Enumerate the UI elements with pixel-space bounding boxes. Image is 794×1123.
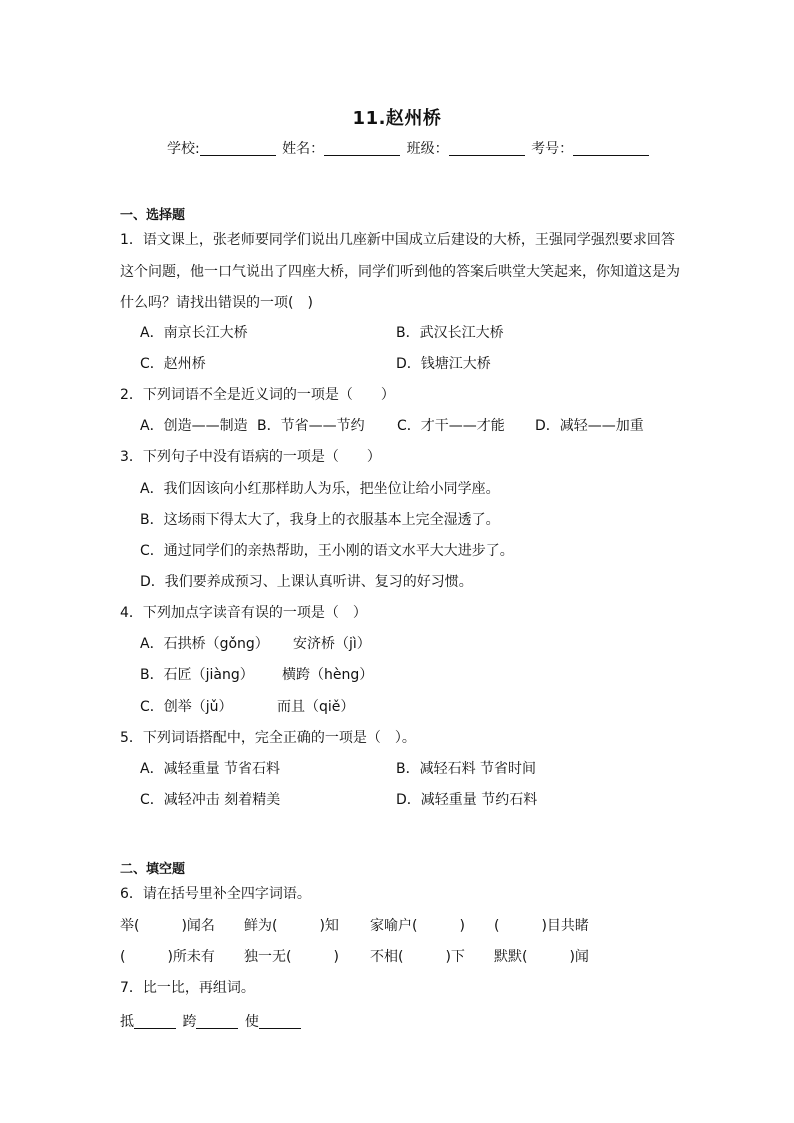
section-heading-choice: 一、选择题: [120, 208, 186, 223]
q7-word-row: [120, 1011, 303, 1031]
q5-stem: 5．下列词语搭配中，完全正确的一项是（ ）。: [120, 730, 416, 746]
q6-idiom-blank[interactable]: 不相( )下: [370, 949, 465, 965]
q6-idiom-blank[interactable]: 默默( )闻: [494, 949, 589, 965]
q2-option-d[interactable]: D．减轻——加重: [535, 418, 644, 434]
q6-idiom-blank[interactable]: 独一无( ): [244, 949, 339, 965]
q1-stem-line: 1．语文课上，张老师要同学们说出几座新中国成立后建设的大桥，王强同学强烈要求回答: [120, 232, 675, 248]
q7-answer-blank[interactable]: [196, 1014, 238, 1029]
q4-stem: 4．下列加点字读音有误的一项是（ ）: [120, 605, 367, 621]
q7-char: 使: [244, 1014, 259, 1030]
q1-option-b[interactable]: B．武汉长江大桥: [396, 325, 504, 341]
q6-idiom-blank[interactable]: 鲜为( )知: [244, 918, 339, 934]
school-label: 学校:: [167, 141, 200, 157]
q2-option-b[interactable]: B．节省——节约: [257, 418, 365, 434]
q4-option-c[interactable]: C．创举（jǔ）: [140, 699, 233, 715]
q6-stem: 6．请在括号里补全四字词语。: [120, 886, 311, 902]
q7-stem: 7．比一比，再组词。: [120, 980, 255, 996]
q4-option-c-word2: 而且（qiě）: [277, 699, 355, 715]
class-label: 班级：: [406, 141, 449, 157]
q6-idiom-blank[interactable]: ( )所未有: [120, 949, 215, 965]
student-info-line: [167, 138, 651, 158]
q1-option-d[interactable]: D．钱塘江大桥: [396, 356, 491, 372]
page-title: 11.赵州桥: [352, 108, 442, 129]
name-label: 姓名：: [282, 141, 325, 157]
q5-option-c[interactable]: C．减轻冲击 刻着精美: [140, 792, 281, 808]
q7-answer-blank[interactable]: [134, 1014, 176, 1029]
q3-option-c[interactable]: C．通过同学们的亲热帮助，王小刚的语文水平大大进步了。: [140, 543, 514, 559]
q1-option-a[interactable]: A．南京长江大桥: [140, 325, 248, 341]
q1-stem-line: 这个问题，他一口气说出了四座大桥，同学们听到他的答案后哄堂大笑起来，你知道这是为: [120, 264, 680, 280]
q4-option-b-word2: 横跨（hèng）: [282, 667, 374, 683]
q2-stem: 2．下列词语不全是近义词的一项是（ ）: [120, 387, 395, 403]
q3-option-b[interactable]: B．这场雨下得太大了，我身上的衣服基本上完全湿透了。: [140, 512, 500, 528]
q4-option-b[interactable]: B．石匠（jiàng）: [140, 667, 254, 683]
q7-char: 抵: [120, 1014, 134, 1030]
name-blank[interactable]: [324, 141, 400, 156]
section-heading-fill: 二、填空题: [120, 862, 186, 877]
q7-char: 跨: [182, 1014, 197, 1030]
q5-option-d[interactable]: D．减轻重量 节约石料: [396, 792, 538, 808]
exam-number-blank[interactable]: [573, 141, 649, 156]
q4-option-a-word2: 安济桥（jì）: [293, 636, 371, 652]
q1-option-c[interactable]: C．赵州桥: [140, 356, 206, 372]
q6-idiom-blank[interactable]: 举( )闻名: [120, 918, 215, 934]
exam-number-label: 考号：: [531, 141, 574, 157]
q2-option-c[interactable]: C．才干——才能: [397, 418, 505, 434]
school-blank[interactable]: [200, 141, 276, 156]
q7-answer-blank[interactable]: [259, 1014, 301, 1029]
q4-option-a[interactable]: A．石拱桥（gǒng）: [140, 636, 269, 652]
q3-option-d[interactable]: D．我们要养成预习、上课认真听讲、复习的好习惯。: [140, 574, 473, 590]
q6-idiom-blank[interactable]: 家喻户( ): [370, 918, 465, 934]
q3-option-a[interactable]: A．我们因该向小红那样助人为乐，把坐位让给小同学座。: [140, 481, 500, 497]
q2-option-a[interactable]: A．创造——制造: [140, 418, 248, 434]
q1-stem-line: 什么吗？请找出错误的一项( ): [120, 295, 313, 311]
q3-stem: 3．下列句子中没有语病的一项是（ ）: [120, 449, 381, 465]
q5-option-b[interactable]: B．减轻石料 节省时间: [396, 761, 537, 777]
class-blank[interactable]: [449, 141, 525, 156]
q5-option-a[interactable]: A．减轻重量 节省石料: [140, 761, 281, 777]
q6-idiom-blank[interactable]: ( )目共睹: [494, 918, 589, 934]
